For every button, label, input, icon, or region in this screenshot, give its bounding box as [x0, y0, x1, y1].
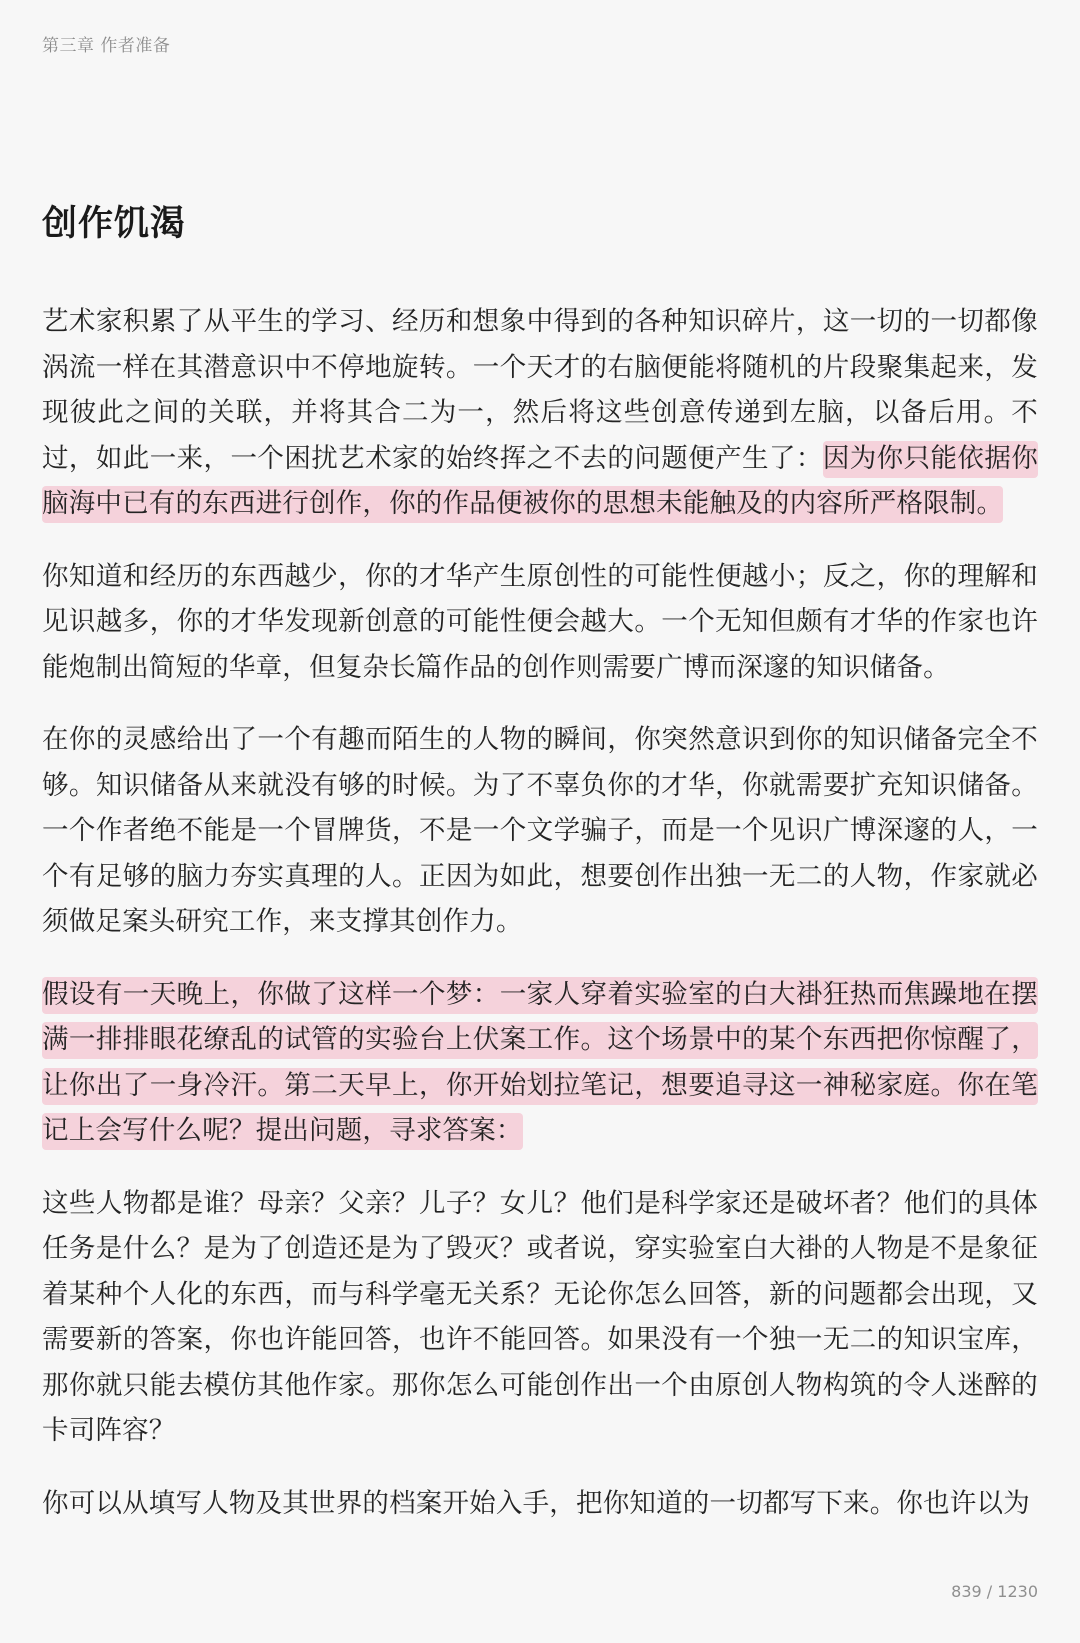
paragraph-6: 你可以从填写人物及其世界的档案开始入手，把你知道的一切都写下来。你也许以为 — [42, 1487, 1030, 1519]
reading-content — [42, 299, 1038, 1553]
paragraph-3: 在你的灵感给出了一个有趣而陌生的人物的瞬间，你突然意识到你的知识储备完全不够。知识储备从来就没有够的时候。为了不辜负你的才华，你就需要扩充知识储备。一个作者绝不能是一个冒牌货，不是一个文学骗子，而是一个见识广博深邃的人，一个有足够的脑力夯实真理的人。正因为如此，想要创作出独一无二的人物，作家就必须做足案头研究工作，来支撑其创作力。 — [42, 724, 1038, 937]
highlight-2[interactable]: 假设有一天晚上，你做了这样一个梦：一家人穿着实验室的白大褂狂热而焦躁地在摆满一排排眼花缭乱的试管的实验台上伏案工作。这个场景中的某个东西把你惊醒了，让你出了一身冷汗。第二天早上，你开始划拉笔记，想要追寻这一神秘家庭。你在笔记上会写什么呢？提出问题，寻求答案： — [42, 977, 1038, 1151]
paragraph-1 — [42, 299, 1038, 527]
page-indicator: 839 / 1230 — [951, 1582, 1038, 1601]
paragraph-4 — [42, 972, 1038, 1154]
paragraph-2: 你知道和经历的东西越少，你的才华产生原创性的可能性便越小；反之，你的理解和见识越多，你的才华发现新创意的可能性便会越大。一个无知但颇有才华的作家也许能炮制出简短的华章，但复杂长篇作品的创作则需要广博而深邃的知识储备。 — [42, 560, 1038, 683]
paragraph-5: 这些人物都是谁？母亲？父亲？儿子？女儿？他们是科学家还是破坏者？他们的具体任务是什么？是为了创造还是为了毁灭？或者说，穿实验室白大褂的人物是不是象征着某种个人化的东西，而与科学毫无关系？无论你怎么回答，新的问题都会出现，又需要新的答案，你也许能回答，也许不能回答。如果没有一个独一无二的知识宝库，那你就只能去模仿其他作家。那你怎么可能创作出一个由原创人物构筑的令人迷醉的卡司阵容？ — [42, 1187, 1038, 1446]
chapter-header: 第三章 作者准备 — [42, 36, 171, 56]
paragraph-1-text: 艺术家积累了从平生的学习、经历和想象中得到的各种知识碎片，这一切的一切都像涡流一样在其潜意识中不停地旋转。一个天才的右脑便能将随机的片段聚集起来，发现彼此之间的关联，并将其合二为一，然后将这些创意传递到左脑，以备后用。不过，如此一来，一个困扰艺术家的始终挥之不去的问题便产生了： — [42, 306, 1038, 474]
section-title: 创作饥渴 — [42, 204, 187, 244]
highlight-1[interactable]: 因为你只能依据你脑海中已有的东西进行创作，你的作品便被你的思想未能触及的内容所严格限制。 — [42, 441, 1038, 524]
